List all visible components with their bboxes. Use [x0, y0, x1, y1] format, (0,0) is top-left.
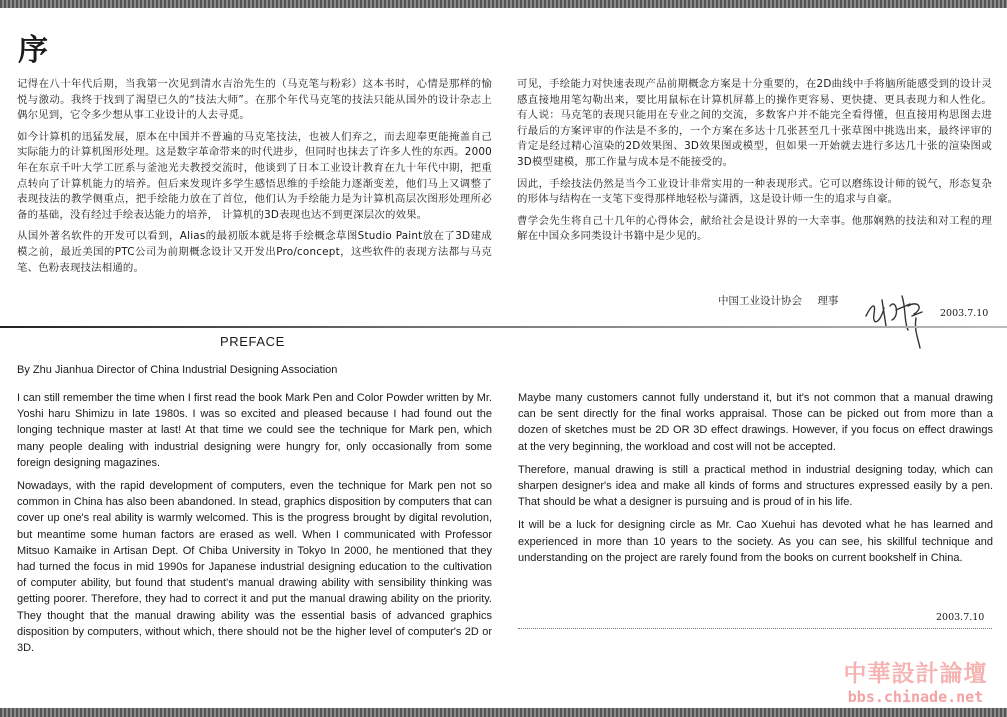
cn-paragraph: 因此，手绘技法仍然是当今工业设计非常实用的一种表现形式。它可以磨练设计师的锐气，形态复杂的形体与结构在一支笔下变得那样地轻松与潇洒，这是设计师一生的追求与自豪。 — [517, 177, 992, 206]
signature-line — [718, 294, 850, 308]
forum-watermark — [828, 660, 1003, 706]
cn-column-left — [17, 77, 492, 282]
en-paragraph: Nowadays, with the rapid development of computers, even the technique for Mark pen not so common in China has also been abandoned. In stead, graphics disposition by computers that can cover up one's real ability is warmly welcomed. This is the progress brought by digital revolution, but meantime some human factors are erased as well. When I communicated with Professor Mitsuo Kamaike in Artisan Dept. Of Chiba University in Tokyo In 2000, he mentioned that they had turned the focus in mid 1990s for Japanese industrial designing education to the cultivation of computer ability, but found that student's manual drawing ability with sensibility thinking was getting poorer. Therefore, they had to correct it and put the manual drawing ability on the priority. They thought that the manual drawing ability was the essential basis of advanced graphics disposition by computers, without which, there should not be the higher level of computer's 2D or 3D. — [17, 480, 492, 655]
preface-heading: PREFACE — [220, 334, 285, 349]
cn-paragraph: 可见，手绘能力对快速表现产品前期概念方案是十分重要的，在2D曲线中手将脑所能感受到的设计灵感直接地用笔勾勒出来，要比用鼠标在计算机屏幕上的操作更容易、更快捷、更具表现力和人性化。有人说：马克笔的表现只能用在专业之间的交流，多数客户并不能完全看得懂，但直接用构思图去进行最后的方案评审的作法是不多的，一个方案在多达十几张甚至几十张草图中挑选出来，最终评审的肯定是经过精心渲染的2D效果图、3D效果图或模型，但如果一开始就去进行多达几十张的渲染图或3D模型建模，那工作量与成本是不能接受的。 — [517, 78, 992, 168]
bottom-stripe — [0, 708, 1007, 717]
en-column-right — [518, 390, 993, 573]
cn-paragraph: 如今计算机的迅猛发展，原本在中国并不普遍的马克笔技法，也被人们弃之，而去迎奉更能掩盖自己实际能力的计算机图形处理。这是数字革命带来的时代进步，但同时也抹去了许多人性的东西。2000年在东京千叶大学工匠系与釜池光夫教授交流时，他谈到了日本工业设计教育在九十年代中期，把重点转向了计算机能力的培养。但后来发现许多学生感悟思维的手绘能力逐渐变差，他们马上又调整了表现技法的教学侧重点，把手绘能力放在了首位，他们认为手绘能力是为计算机高层次图形处理所必备的基础，没有经过手绘表达能力的培养， 计算机的3D表现也达不到更深层次的效果。 — [17, 130, 492, 221]
en-paragraph: I can still remember the time when I first read the book Mark Pen and Color Powder written by Mr. Yoshi haru Shimizu in late 1980s. I was so excited and pleased because I had found out the longing technique master at last! At that time we could see the technique for Mark pen, which many people dealing with industrial designing were hungry for, only occasionally from some foreign designing magazines. — [17, 392, 492, 469]
cn-paragraph: 从国外著名软件的开发可以看到，Alias的最初版本就是将手绘概念草图Studio Paint放在了3D建成模之前，最近美国的PTC公司为前期概念设计又开发出Pro/concept，这些软件的表现方法都与马克笔、色粉表现技法相通的。 — [17, 230, 492, 274]
en-paragraph: It will be a luck for designing circle as Mr. Cao Xuehui has devoted what he has learned and experienced in more than 10 years to the society. As you can see, his skillful technique and understanding on the project are rarely found from the books on current bookshelf in China. — [518, 519, 993, 564]
author-byline: By Zhu Jianhua Director of China Industrial Designing Association — [17, 364, 338, 376]
cn-paragraph: 曹学会先生将自己十几年的心得体会，献给社会是设计界的一大幸事。他那娴熟的技法和对工程的理解在中国众多同类设计书籍中是少见的。 — [517, 214, 992, 243]
en-date: 2003.7.10 — [936, 612, 985, 623]
handwritten-signature — [862, 286, 932, 350]
signature-date: 2003.7.10 — [940, 308, 989, 319]
watermark-url: bbs.chinade.net — [847, 688, 984, 706]
en-column-left — [17, 390, 492, 663]
en-paragraph: Maybe many customers cannot fully understand it, but it's not common that a manual drawing can be sent directly for the final works appraisal. Those can be picked out from more than a dozen of sketches must be 2D OR 3D effect drawings. However, if you focus on effect drawings at the very beginning, the workload and cost will not be accepted. — [518, 392, 993, 453]
en-paragraph: Therefore, manual drawing is still a practical method in industrial designing today, which can sharpen designer's idea and make all kinds of forms and structures expressed easily by a pen. That should be what a designer is pursuing and is proud of in his life. — [518, 463, 993, 509]
section-divider — [0, 326, 1007, 328]
signature-role: 理事 — [817, 295, 839, 307]
watermark-text: 中華設計論壇 — [843, 660, 988, 687]
cn-paragraph: 记得在八十年代后期，当我第一次见到清水吉治先生的（马克笔与粉彩）这本书时，心情是那样的愉悦与激动。我终于找到了渴望已久的“技法大师”。在那个年代马克笔的技法只能从国外的设计杂志上偶尔见到，它令多少想从事工业设计的人去寻觅。 — [17, 78, 492, 122]
signature-org: 中国工业设计协会 — [718, 295, 802, 307]
cn-column-right — [517, 77, 992, 251]
dotted-rule — [518, 628, 992, 629]
top-stripe — [0, 0, 1007, 8]
page-title-cn: 序 — [18, 33, 48, 68]
